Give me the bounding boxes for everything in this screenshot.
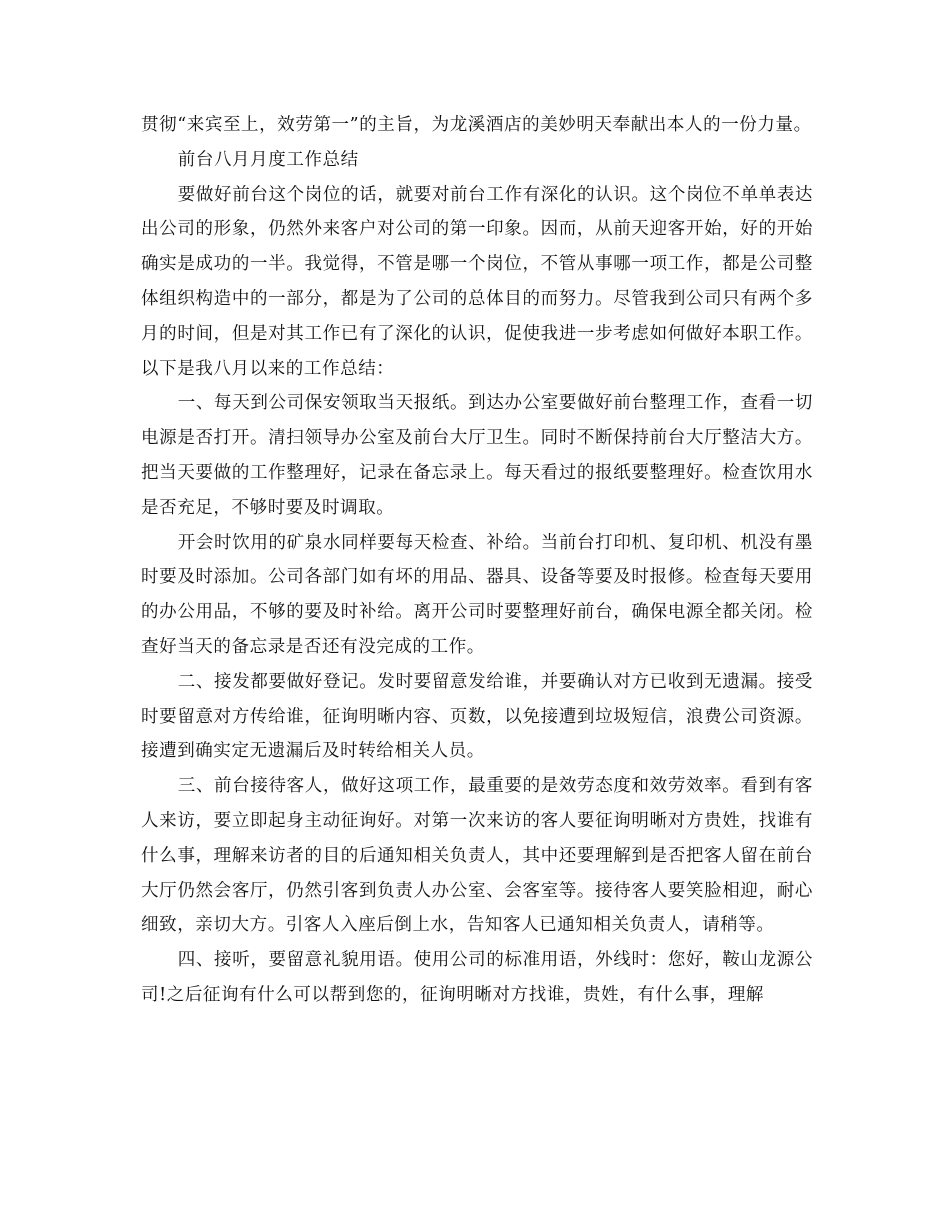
- document-body: [141, 108, 813, 1013]
- paragraph-intro: 要做好前台这个岗位的话，就要对前台工作有深化的认识。这个岗位不单单表达出公司的形象，仍然外来客户对公司的第一印象。因而，从前天迎客开始，好的开始确实是成功的一半。我觉得，不管是哪一个岗位，不管从事哪一项工作，都是公司整体组织构造中的一部分，都是为了公司的总体目的而努力。尽管我到公司只有两个多月的时间，但是对其工作已有了深化的认识，促使我进一步考虑如何做好本职工作。以下是我八月以来的工作总结：: [141, 184, 813, 379]
- paragraph-closing-line: 贯彻“来宾至上，效劳第一”的主旨，为龙溪酒店的美妙明天奉献出本人的一份力量。: [141, 115, 812, 135]
- paragraph-item-1-continued: 开会时饮用的矿泉水同样要每天检查、补给。当前台打印机、复印机、机没有墨时要及时添加。公司各部门如有坏的用品、器具、设备等要及时报修。检查每天要用的办公用品，不够的要及时补给。离开公司时要整理好前台，确保电源全都关闭。检查好当天的备忘录是否还有没完成的工作。: [141, 532, 813, 657]
- paragraph-item-1: 一、每天到公司保安领取当天报纸。到达办公室要做好前台整理工作，查看一切电源是否打开。清扫领导办公室及前台大厅卫生。同时不断保持前台大厅整洁大方。把当天要做的工作整理好，记录在备忘录上。每天看过的报纸要整理好。检查饮用水是否充足，不够时要及时调取。: [141, 393, 813, 518]
- paragraph-item-4: 四、接听，要留意礼貌用语。使用公司的标准用语，外线时：您好，鞍山龙源公司!之后征询有什么可以帮到您的，征询明晰对方找谁，贵姓，有什么事，理解: [141, 950, 813, 1005]
- section-title: 前台八月月度工作总结: [177, 149, 359, 170]
- paragraph-item-3: 三、前台接待客人，做好这项工作，最重要的是效劳态度和效劳效率。看到有客人来访，要立即起身主动征询好。对第一次来访的客人要征询明晰对方贵姓，找谁有什么事，理解来访者的目的后通知相关负责人，其中还要理解到是否把客人留在前台大厅仍然会客厅，仍然引客到负责人办公室、会客室等。接待客人要笑脸相迎，耐心细致，亲切大方。引客人入座后倒上水，告知客人已通知相关负责人，请稍等。: [141, 776, 813, 936]
- paragraph-item-2: 二、接发都要做好登记。发时要留意发给谁，并要确认对方已收到无遗漏。接受时要留意对方传给谁，征询明晰内容、页数，以免接遭到垃圾短信，浪费公司资源。接遭到确实定无遗漏后及时转给相关人员。: [141, 671, 813, 762]
